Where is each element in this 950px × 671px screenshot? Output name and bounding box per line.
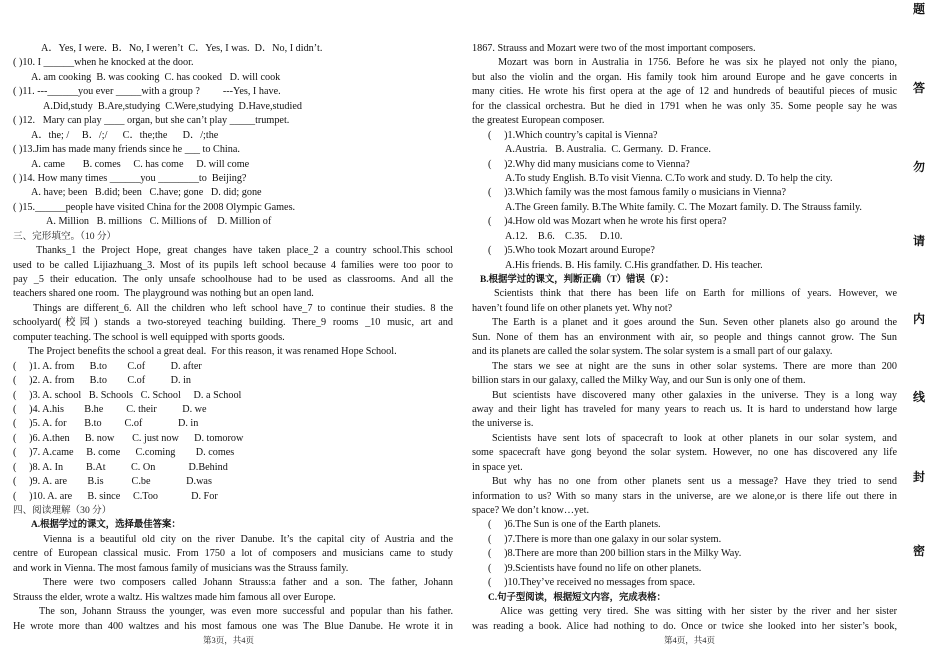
- left-column-line: The son, Johann Strauss the younger, was even more successful and popular than his father.: [39, 606, 453, 618]
- left-column-line: Things are different_6. All the children who left school have_7 to continue their studies. 8 the: [33, 302, 453, 314]
- right-column-line: C.句子型阅读，根据短文内容，完成表格：: [488, 592, 666, 603]
- left-column-line: ( )2. A. from B.to C.of D. in: [13, 375, 191, 387]
- right-column-line: ( )2.Why did many musicians come to Vienna?: [488, 158, 690, 170]
- right-column-line: B.根据学过的课文，判断正确（T）错误（F）：: [480, 275, 675, 285]
- left-column-line: ( )8. A. In B.At C. On D.Behind: [13, 461, 228, 473]
- binding-margin: [905, 0, 950, 671]
- right-column-line: A.The Green family. B.The White family. C. The Mozart family. D. The Strauss family.: [505, 201, 862, 213]
- right-column-line: The stars we see at night are the suns in other solar systems. There are more than 200: [492, 360, 897, 372]
- right-column-line: was reading a book. Alice had nothing to do. Once or twice she looked into her sister’s book,: [472, 620, 897, 632]
- binding-line-char: 答: [912, 81, 925, 95]
- left-column-line: and work in Vienna. The most famous family of musicians was the Strauss family.: [13, 562, 349, 574]
- left-column-line: schoolyard(校园) stands a two-storeyed teaching building. There_9 rooms _10 music, art and: [13, 317, 453, 329]
- left-column-line: Vienna is a beautiful old city on the river Danube. It’s the capital city of Austria and the: [43, 533, 453, 545]
- right-column-line: ( )8.There are more than 200 billion stars in the Milky Way.: [488, 548, 742, 560]
- right-column-line: ( )7.There is more than one galaxy in our solar system.: [488, 533, 722, 545]
- binding-line-char: 封: [912, 470, 925, 484]
- left-column-line: ( )3. A. school B. Schools C. School D. a School: [13, 389, 242, 401]
- right-column-line: The Earth is a planet and it goes around the Sun. Seven other planets also go around the: [492, 317, 897, 329]
- left-column-line: ( )5. A. for B.to C.of D. in: [13, 418, 199, 430]
- left-column-line: ( )13.Jim has made many friends since he ___ to China.: [13, 144, 240, 156]
- left-column-line: A. am cooking B. was cooking C. has cooked D. will cook: [31, 71, 281, 83]
- page-number-right: 第4页，共4页: [664, 635, 716, 645]
- left-column-line: ( )9. A. are B.is C.be D.was: [13, 476, 212, 488]
- left-column-line: A．Yes, I were. B．No, I weren’t C．Yes, I was. D．No, I didn’t.: [41, 43, 323, 54]
- left-column-line: ( )4. A.his B.he C. their D. we: [13, 403, 207, 415]
- right-column-line: ( )4.How old was Mozart when he wrote his first opera?: [488, 216, 727, 228]
- left-column-line: ( )15.______people have visited China for the 2008 Olympic Games.: [13, 201, 296, 213]
- left-column-line: ( )1. A. from B.to C.of D. after: [13, 360, 202, 372]
- right-column-line: information to us? With so many stars in the universe, are we alone,or is there life out there in: [472, 490, 897, 502]
- right-column-line: ( )10.They’ve received no messages from space.: [488, 577, 696, 589]
- left-column-line: ( )10. I ______when he knocked at the door.: [13, 57, 194, 69]
- left-column-line: used to be called Lijiazhuang_3. Most of its pupils left school because 4 families were too poor to: [13, 259, 453, 271]
- left-column: [13, 42, 453, 634]
- left-column-line: Strauss the elder, wrote a waltz. His waltzes made him famous all over Europe.: [13, 591, 336, 603]
- binding-line-char: 内: [912, 312, 925, 326]
- right-column-line: But scientists have discovered many other galaxies in the universe. They is a long way: [492, 389, 897, 401]
- binding-line-char: 题: [912, 2, 925, 16]
- right-column-line: the greatest European composer.: [472, 115, 605, 127]
- right-column-line: A.His friends. B. His family. C.His grandfather. D. His teacher.: [505, 259, 763, 271]
- right-column-line: and its planets are called the solar system. The solar system is a small part of our galaxy.: [472, 346, 833, 358]
- right-column-line: for the classical orchestra. But he died in 1791 when he was only 35. Some people say he was: [472, 100, 897, 112]
- right-column-line: Alice was getting very tired. She was sitting with her sister by the river and her sister: [500, 606, 897, 618]
- left-column-line: centre of European classical music. From 1750 a lot of composers and musicians came to study: [13, 548, 453, 560]
- right-column-line: ( )6.The Sun is one of the Earth planets.: [488, 519, 661, 531]
- right-column-line: ( )1.Which country’s capital is Vienna?: [488, 129, 658, 141]
- binding-line-char: 勿: [912, 160, 925, 174]
- left-column-line: A. have; been B.did; been C.have; gone D. did; gone: [31, 187, 262, 199]
- right-column-line: Mozart was born in Australia in 1756. Before he was six he played not only the piano,: [498, 57, 897, 69]
- right-column-line: A.12. B.6. C.35. D.10.: [505, 230, 623, 242]
- right-column-line: ( )3.Which family was the most famous family o musicians in Vienna?: [488, 187, 786, 199]
- binding-line-char: 请: [912, 234, 925, 248]
- right-column-line: A.Austria. B. Australia. C. Germany. D. France.: [505, 144, 711, 156]
- left-column-line: There were two composers called Johann Strauss:a father and a son. The father, Johann: [43, 577, 453, 589]
- right-column-line: space? We don’t know…yet.: [472, 505, 590, 516]
- right-column-line: 1867. Strauss and Mozart were two of the most important composers.: [472, 43, 756, 54]
- right-column-line: ( )5.Who took Mozart around Europe?: [488, 245, 655, 257]
- right-column-line: haven’t found life on other planets yet. Why not?: [472, 302, 673, 314]
- right-column-line: ( )9.Scientists have found no life on other planets.: [488, 562, 702, 574]
- left-column-line: ( )10. A. are B. since C.Too D. For: [13, 490, 218, 502]
- right-column-line: Scientists have sent lots of spacecraft to look at other planets in our solar system, and: [492, 432, 897, 444]
- binding-line-char: 密: [912, 544, 925, 558]
- page-number-left: 第3页，共4页: [203, 635, 255, 645]
- left-column-line: ( )14. How many times ______you ________to Beijing?: [13, 172, 247, 184]
- left-column-line: Thanks_1 the Project Hope, great changes have taken place_2 a country school.This school: [36, 245, 453, 257]
- right-column: [472, 42, 897, 634]
- left-column-line: ( )6. A.then B. now C. just now D. tomorow: [13, 432, 244, 444]
- left-column-line: teachers shared one room. The playground was nothing but an open land.: [13, 288, 314, 300]
- right-column-line: but also the violin and the organ. His family took him around Europe and he gave concerts in: [472, 71, 897, 83]
- left-column-line: ( )11. ---______you ever _____with a group ? ---Yes, I have.: [13, 86, 281, 98]
- right-column-line: many cities. He wrote his first opera at the age of 12 and hundreds of beautiful pieces of music: [472, 86, 897, 98]
- left-column-line: A. Million B. millions C. Millions of D. Million of: [46, 216, 272, 228]
- right-column-line: away and their light has traveled for many years to reach us. It is hard to understand how large: [472, 403, 897, 415]
- left-column-line: 四、阅读理解（30 分）: [13, 505, 112, 516]
- right-column-line: A.To study English. B.To visit Vienna. C.To work and study. D. To help the city.: [505, 172, 833, 184]
- left-column-line: He wrote more than 400 waltzes and his most famous one was The Blue Danube. He wrote it in: [13, 620, 453, 632]
- right-column-line: some spacecraft have gong beyond the solar system. However, no one has discovered any life: [472, 447, 897, 459]
- left-column-line: The Project benefits the school a great deal. For this reason, it was renamed Hope School.: [28, 346, 397, 358]
- right-column-line: billion stars in our galaxy, called the Milky Way, and our Sun is only one of them.: [472, 375, 806, 387]
- left-column-line: A.根据学过的课文，选择最佳答案：: [31, 520, 181, 531]
- left-column-line: A. came B. comes C. has come D. will come: [31, 158, 250, 170]
- right-column-line: in space yet.: [472, 461, 523, 473]
- left-column-line: 三、完形填空。（10 分）: [13, 230, 117, 242]
- left-column-line: ( )12. Mary can play ____ organ, but she can’t play _____trumpet.: [13, 115, 290, 127]
- right-column-line: Sun. None of them has an environment with air, so people and things cannot grow. The Sun: [472, 331, 897, 343]
- left-column-line: A.Did,study B.Are,studying C.Were,studying D.Have,studied: [43, 100, 302, 112]
- right-column-line: the universe is.: [472, 418, 534, 430]
- left-column-line: A．the; / B．/;/ C．the;the D．/;the: [31, 129, 219, 141]
- left-column-line: computer teaching. The school is well equipped with sports goods.: [13, 331, 285, 343]
- left-column-line: ( )7. A.came B. come C.coming D. comes: [13, 447, 235, 459]
- right-column-line: Scientists think that there has been life on Earth for millions of years. However, we: [494, 288, 897, 300]
- binding-line-char: 线: [912, 390, 925, 404]
- right-column-line: But why has no one from other planets sent us a message? Have they tried to send: [492, 476, 897, 488]
- left-column-line: pay _5 their education. The only unsafe schoolhouse had to be used as classrooms. And all the: [13, 274, 453, 285]
